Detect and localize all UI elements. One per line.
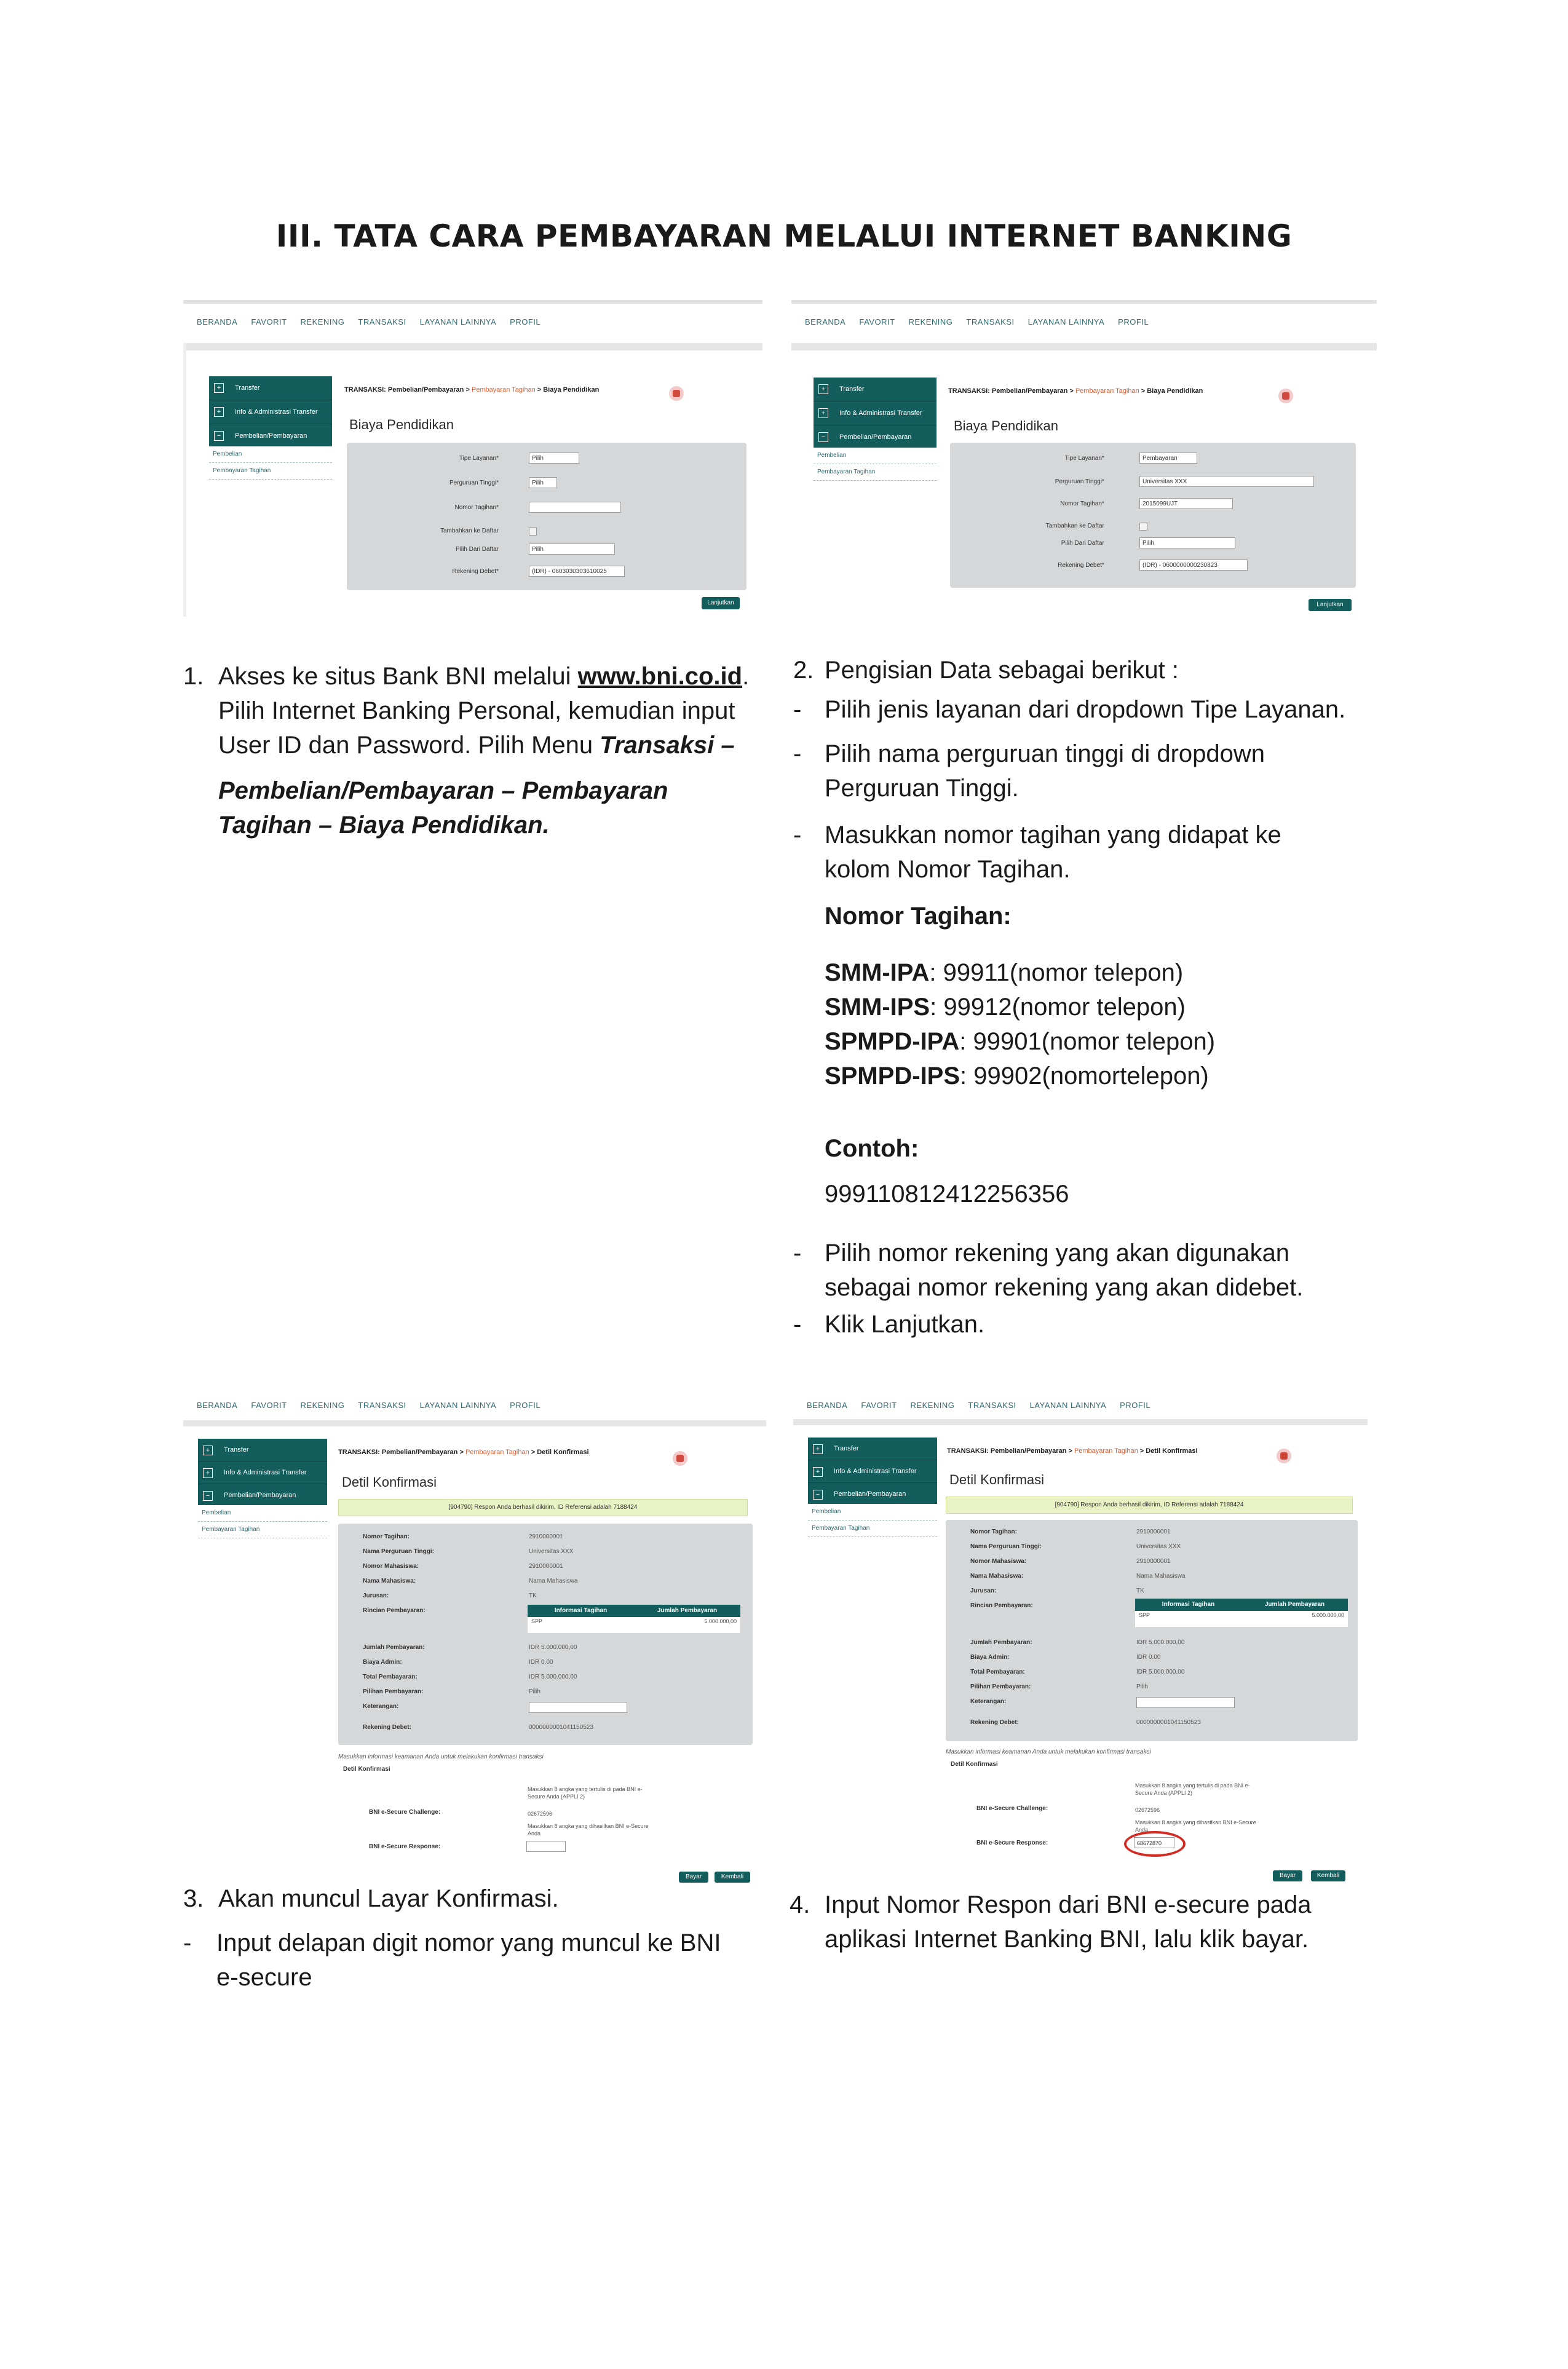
nomor-tagihan-input[interactable]: 2015099UJT	[1139, 498, 1233, 509]
nav-profil[interactable]: PROFIL	[1118, 317, 1149, 326]
menu-transfer[interactable]: + Transfer	[198, 1439, 327, 1461]
form-title: Biaya Pendidikan	[349, 417, 454, 432]
nav-layanan-lainnya[interactable]: LAYANAN LAINNYA	[1028, 317, 1105, 326]
step-3-number: 3.	[183, 1885, 204, 1912]
lock-icon	[669, 386, 684, 401]
screenshot-detil-konfirmasi-response: BERANDA FAVORIT REKENING TRANSAKSI LAYANAN LAINNYA PROFIL + Transfer + Info & Administrasi Transfer − Pembelian/Pembayaran Pembelian Pembayaran Tagihan TRANSAKSI: Pembelian/Pembayaran > Pembayaran Tagihan > Detil Konfirmasi Detil Konfirmasi [904790] Respon Anda berhasil dikirim, ID Referensi adalah 7188424 Nomor Tagihan: 2910000001 Nama Perguruan Tinggi: Universitas XXX Nomor Mahasiswa: 2910000001 Nama Mahasiswa: Nama Mahasiswa Jurusan: TK Rincian Pembayaran: Informasi Tagihan Jumlah Pembayaran SPP 5.000.000,00 Jumlah Pembayaran: IDR 5.000.000,00 Biaya Admin: IDR 0.00 Total Pembayaran: IDR 5.000.000,00 Pilihan Pembayaran: Pilih Keterangan: Rekening Debet: 0000000001041150523 Masukkan informasi keamanan Anda untuk melakukan konfirmasi transaksi Detil Konfirmasi Masukkan 8 angka yang tertulis di pada BNI e-Secure Anda (APPLI 2) BNI e-Secure Challenge: 02672596 Masukkan 8 angka yang dihasilkan BNI e-Secure Anda BNI e-Secure Response: 68672870	[793, 1387, 1368, 1854]
keterangan-input[interactable]	[529, 1702, 627, 1713]
form-title: Biaya Pendidikan	[954, 418, 1059, 433]
security-hint: Masukkan informasi keamanan Anda untuk melakukan konfirmasi transaksi	[338, 1754, 544, 1760]
side-menu	[808, 1438, 937, 1532]
challenge-label: BNI e-Secure Challenge:	[976, 1805, 1048, 1812]
screenshot-biaya-pendidikan-empty	[183, 300, 762, 617]
plus-icon: +	[214, 383, 224, 393]
challenge-value: 02672596	[528, 1811, 553, 1817]
billing-table: Informasi Tagihan Jumlah Pembayaran SPP 5.000.000,00	[1135, 1599, 1348, 1627]
menu-pembelian-pembayaran[interactable]: − Pembelian/Pembayaran	[814, 425, 936, 449]
breadcrumb-link[interactable]: Pembayaran Tagihan	[1074, 1447, 1138, 1455]
nomor-tagihan-input[interactable]	[529, 502, 621, 513]
breadcrumb: TRANSAKSI: Pembelian/Pembayaran > Pembayaran Tagihan > Biaya Pendidikan	[344, 386, 600, 394]
nav-profil[interactable]: PROFIL	[1120, 1401, 1151, 1410]
menu-pembelian-pembayaran[interactable]: − Pembelian/Pembayaran	[808, 1483, 937, 1506]
step-3-heading: Akan muncul Layar Konfirmasi.	[218, 1885, 559, 1912]
lock-icon	[1278, 389, 1293, 403]
menu-info-admin[interactable]: + Info & Administrasi Transfer	[808, 1460, 937, 1483]
side-menu	[198, 1439, 327, 1533]
secure-section-title: Detil Konfirmasi	[951, 1761, 998, 1768]
step-2-bullet-4: Pilih nomor rekening yang akan digunakan sebagai nomor rekening yang akan didebet.	[825, 1240, 1304, 1301]
breadcrumb-link[interactable]: Pembayaran Tagihan	[465, 1449, 529, 1456]
submenu-pembelian[interactable]: Pembelian	[808, 1504, 937, 1521]
nav-beranda[interactable]: BERANDA	[807, 1401, 848, 1410]
menu-transfer[interactable]: + Transfer	[814, 378, 936, 401]
breadcrumb: TRANSAKSI: Pembelian/Pembayaran > Pembayaran Tagihan > Detil Konfirmasi	[947, 1447, 1198, 1455]
breadcrumb: TRANSAKSI: Pembelian/Pembayaran > Pembayaran Tagihan > Detil Konfirmasi	[338, 1449, 589, 1456]
plus-icon: +	[214, 407, 224, 417]
nav-transaksi[interactable]: TRANSAKSI	[358, 317, 406, 326]
pilih-dari-daftar-select[interactable]: Pilih	[529, 544, 615, 555]
response-input[interactable]: 68672870	[1134, 1837, 1174, 1848]
minus-icon: −	[203, 1491, 213, 1501]
nav-beranda[interactable]: BERANDA	[805, 317, 846, 326]
lanjutkan-button[interactable]: Lanjutkan	[1309, 599, 1352, 611]
plus-icon: +	[818, 408, 828, 418]
menu-pembelian-pembayaran[interactable]: − Pembelian/Pembayaran	[209, 424, 332, 448]
nav-layanan-lainnya[interactable]: LAYANAN LAINNYA	[1029, 1401, 1107, 1410]
step-4-text: Input Nomor Respon dari BNI e-secure pada aplikasi Internet Banking BNI, lalu klik bayar.	[825, 1891, 1312, 1953]
menu-pembelian-pembayaran[interactable]: − Pembelian/Pembayaran	[198, 1484, 327, 1507]
submenu-pembelian[interactable]: Pembelian	[209, 446, 332, 463]
submenu-pembayaran-tagihan[interactable]: Pembayaran Tagihan	[808, 1521, 937, 1537]
rekening-debet-select[interactable]: (IDR) - 0603030303610025	[529, 566, 625, 577]
nomor-tagihan-heading: Nomor Tagihan:	[825, 903, 1012, 930]
step-4-number: 4.	[790, 1891, 810, 1918]
lanjutkan-button[interactable]: Lanjutkan	[702, 597, 740, 609]
page-title: III. TATA CARA PEMBAYARAN MELALUI INTERNET BANKING	[275, 218, 1293, 254]
tipe-layanan-select[interactable]: Pembayaran	[1139, 453, 1197, 464]
lock-icon	[1277, 1449, 1291, 1463]
step-2-bullet-2: Pilih nama perguruan tinggi di dropdown Perguruan Tinggi.	[825, 740, 1265, 802]
step-2-bullet-3: Masukkan nomor tagihan yang didapat ke kolom Nomor Tagihan.	[825, 821, 1281, 883]
nav-favorit[interactable]: FAVORIT	[859, 317, 895, 326]
payment-form: Tipe Layanan* Pilih Perguruan Tinggi* Pilih Nomor Tagihan* Tambahkan ke Daftar Pilih Dari Daftar Pilih Rekening Debet* (IDR) - 0603030303610025	[347, 443, 746, 590]
breadcrumb: TRANSAKSI: Pembelian/Pembayaran > Pembayaran Tagihan > Biaya Pendidikan	[948, 387, 1203, 395]
menu-info-admin[interactable]: + Info & Administrasi Transfer	[209, 400, 332, 424]
security-hint: Masukkan informasi keamanan Anda untuk melakukan konfirmasi transaksi	[946, 1749, 1151, 1755]
nav-layanan-lainnya[interactable]: LAYANAN LAINNYA	[419, 1401, 497, 1410]
submenu-pembelian[interactable]: Pembelian	[814, 448, 936, 464]
step-3-bullet-1: Input delapan digit nomor yang muncul ke BNI e-secure	[216, 1929, 721, 1991]
nav-profil[interactable]: PROFIL	[510, 317, 541, 326]
payment-form: Tipe Layanan* Pembayaran Perguruan Tinggi* Universitas XXX Nomor Tagihan* 2015099UJT Tambahkan ke Daftar Pilih Dari Daftar Pilih Rekening Debet* (IDR) - 0600000000230823	[950, 443, 1356, 588]
kembali-button[interactable]: Kembali	[715, 1872, 750, 1883]
submenu-pembayaran-tagihan[interactable]: Pembayaran Tagihan	[198, 1522, 327, 1538]
minus-icon: −	[813, 1490, 823, 1500]
kembali-button[interactable]: Kembali	[1311, 1870, 1345, 1881]
submenu-pembayaran-tagihan[interactable]: Pembayaran Tagihan	[814, 464, 936, 481]
pilih-dari-daftar-select[interactable]: Pilih	[1139, 537, 1235, 548]
success-notice: [904790] Respon Anda berhasil dikirim, ID Referensi adalah 7188424	[338, 1499, 748, 1516]
success-notice: [904790] Respon Anda berhasil dikirim, ID Referensi adalah 7188424	[946, 1497, 1353, 1514]
plus-icon: +	[203, 1468, 213, 1478]
top-nav	[793, 1387, 1368, 1418]
keterangan-input[interactable]	[1136, 1697, 1235, 1708]
tipe-layanan-select[interactable]: Pilih	[529, 453, 579, 464]
rekening-debet-select[interactable]: (IDR) - 0600000000230823	[1139, 560, 1248, 571]
nav-favorit[interactable]: FAVORIT	[861, 1401, 897, 1410]
nav-favorit[interactable]: FAVORIT	[251, 1401, 287, 1410]
confirmation-panel: Nomor Tagihan: 2910000001 Nama Perguruan Tinggi: Universitas XXX Nomor Mahasiswa: 2910000001 Nama Mahasiswa: Nama Mahasiswa Jurusan: TK Rincian Pembayaran: Informasi Tagihan Jumlah Pembayaran SPP 5.000.000,00 Jumlah Pembayaran: IDR 5.000.000,00 Biaya Admin: IDR 0.00 Total Pembayaran: IDR 5.000.000,00 Pilihan Pembayaran: Pilih Keterangan: Rekening Debet: 0000000001041150523	[946, 1520, 1358, 1741]
step-2-heading: Pengisian Data sebagai berikut :	[825, 657, 1179, 684]
tambahkan-checkbox[interactable]	[529, 528, 537, 536]
nomor-tagihan-codes: SMM-IPA: 99911(nomor telepon) SMM-IPS: 99912(nomor telepon) SPMPD-IPA: 99901(nomor telepon) SPMPD-IPS: 99902(nomortelepon)	[825, 959, 1216, 1090]
nav-profil[interactable]: PROFIL	[510, 1401, 541, 1410]
nav-beranda[interactable]: BERANDA	[197, 1401, 238, 1410]
step-2-bullet-5: Klik Lanjutkan.	[825, 1311, 985, 1338]
perguruan-tinggi-select[interactable]: Universitas XXX	[1139, 476, 1314, 487]
nav-layanan-lainnya[interactable]: LAYANAN LAINNYA	[419, 317, 497, 326]
menu-info-admin[interactable]: + Info & Administrasi Transfer	[198, 1461, 327, 1484]
contoh-value: 999110812412256356	[825, 1181, 1069, 1208]
bni-link[interactable]: www.bni.co.id	[577, 663, 743, 690]
minus-icon: −	[214, 431, 224, 441]
top-nav	[183, 1387, 766, 1418]
plus-icon: +	[813, 1444, 823, 1454]
step-2-number: 2.	[793, 657, 814, 684]
minus-icon: −	[818, 432, 828, 442]
confirmation-panel: Nomor Tagihan: 2910000001 Nama Perguruan Tinggi: Universitas XXX Nomor Mahasiswa: 2910000001 Nama Mahasiswa: Nama Mahasiswa Jurusan: TK Rincian Pembayaran: Informasi Tagihan Jumlah Pembayaran SPP 5.000.000,00 Jumlah Pembayaran: IDR 5.000.000,00 Biaya Admin: IDR 0.00 Total Pembayaran: IDR 5.000.000,00 Pilihan Pembayaran: Pilih Keterangan: Rekening Debet: 0000000001041150523	[338, 1524, 753, 1745]
challenge-value: 02672596	[1135, 1807, 1160, 1813]
nav-transaksi[interactable]: TRANSAKSI	[358, 1401, 406, 1410]
nav-beranda[interactable]: BERANDA	[197, 317, 238, 326]
side-menu	[209, 376, 332, 474]
screenshot-biaya-pendidikan-filled	[791, 300, 1377, 617]
billing-table: Informasi Tagihan Jumlah Pembayaran SPP 5.000.000,00	[528, 1605, 740, 1633]
plus-icon: +	[813, 1467, 823, 1477]
lock-icon	[673, 1451, 687, 1466]
response-input[interactable]	[526, 1841, 566, 1852]
breadcrumb-link[interactable]: Pembayaran Tagihan	[1075, 387, 1139, 395]
plus-icon: +	[818, 384, 828, 394]
top-nav	[183, 304, 762, 334]
tambahkan-checkbox[interactable]	[1139, 523, 1147, 531]
menu-info-admin[interactable]: + Info & Administrasi Transfer	[814, 401, 936, 425]
secure-section-title: Detil Konfirmasi	[343, 1766, 390, 1773]
highlight-circle	[1124, 1831, 1186, 1857]
side-menu	[814, 378, 936, 475]
bayar-button[interactable]: Bayar	[1273, 1870, 1302, 1881]
contoh-heading: Contoh:	[825, 1135, 919, 1162]
response-label: BNI e-Secure Response:	[976, 1840, 1048, 1846]
submenu-pembayaran-tagihan[interactable]: Pembayaran Tagihan	[209, 463, 332, 480]
nav-rekening[interactable]: REKENING	[910, 1401, 955, 1410]
top-nav	[791, 304, 1377, 334]
nav-transaksi[interactable]: TRANSAKSI	[966, 317, 1015, 326]
nav-rekening[interactable]: REKENING	[908, 317, 953, 326]
nav-transaksi[interactable]: TRANSAKSI	[968, 1401, 1016, 1410]
nav-rekening[interactable]: REKENING	[300, 1401, 345, 1410]
nav-favorit[interactable]: FAVORIT	[251, 317, 287, 326]
bayar-button[interactable]: Bayar	[679, 1872, 708, 1883]
plus-icon: +	[203, 1446, 213, 1455]
confirm-title: Detil Konfirmasi	[949, 1472, 1045, 1487]
response-label: BNI e-Secure Response:	[369, 1843, 441, 1850]
menu-transfer[interactable]: + Transfer	[808, 1438, 937, 1460]
screenshot-detil-konfirmasi: BERANDA FAVORIT REKENING TRANSAKSI LAYANAN LAINNYA PROFIL + Transfer + Info & Administrasi Transfer − Pembelian/Pembayaran Pembelian Pembayaran Tagihan TRANSAKSI: Pembelian/Pembayaran > Pembayaran Tagihan > Detil Konfirmasi Detil Konfirmasi [904790] Respon Anda berhasil dikirim, ID Referensi adalah 7188424 Nomor Tagihan: 2910000001 Nama Perguruan Tinggi: Universitas XXX Nomor Mahasiswa: 2910000001 Nama Mahasiswa: Nama Mahasiswa Jurusan: TK Rincian Pembayaran: Informasi Tagihan Jumlah Pembayaran SPP 5.000.000,00 Jumlah Pembayaran: IDR 5.000.000,00 Biaya Admin: IDR 0.00 Total Pembayaran: IDR 5.000.000,00 Pilihan Pembayaran: Pilih Keterangan: Rekening Debet: 0000000001041150523 Masukkan informasi keamanan Anda untuk melakukan konfirmasi transaksi Detil Konfirmasi Masukkan 8 angka yang tertulis di pada BNI e-Secure Anda (APPLI 2) BNI e-Secure Challenge: 02672596 Masukkan 8 angka yang dihasilkan BNI e-Secure Anda BNI e-Secure Response:	[183, 1387, 766, 1854]
nav-rekening[interactable]: REKENING	[300, 317, 345, 326]
step-1-text: Akses ke situs Bank BNI melalui www.bni.co.id. Pilih Internet Banking Personal, kemudian input User ID dan Password. Pilih Menu Transaksi – Pembelian/Pembayaran – Pembayaran Tagihan – Biaya Pendidikan.	[218, 663, 750, 839]
perguruan-tinggi-select[interactable]: Pilih	[529, 477, 557, 488]
breadcrumb-link[interactable]: Pembayaran Tagihan	[471, 386, 536, 394]
step-2-bullet-1: Pilih jenis layanan dari dropdown Tipe Layanan.	[825, 696, 1346, 723]
menu-transfer[interactable]: + Transfer	[209, 376, 332, 400]
submenu-pembelian[interactable]: Pembelian	[198, 1505, 327, 1522]
confirm-title: Detil Konfirmasi	[342, 1474, 437, 1490]
challenge-label: BNI e-Secure Challenge:	[369, 1809, 441, 1816]
step-1-number: 1.	[183, 663, 204, 690]
